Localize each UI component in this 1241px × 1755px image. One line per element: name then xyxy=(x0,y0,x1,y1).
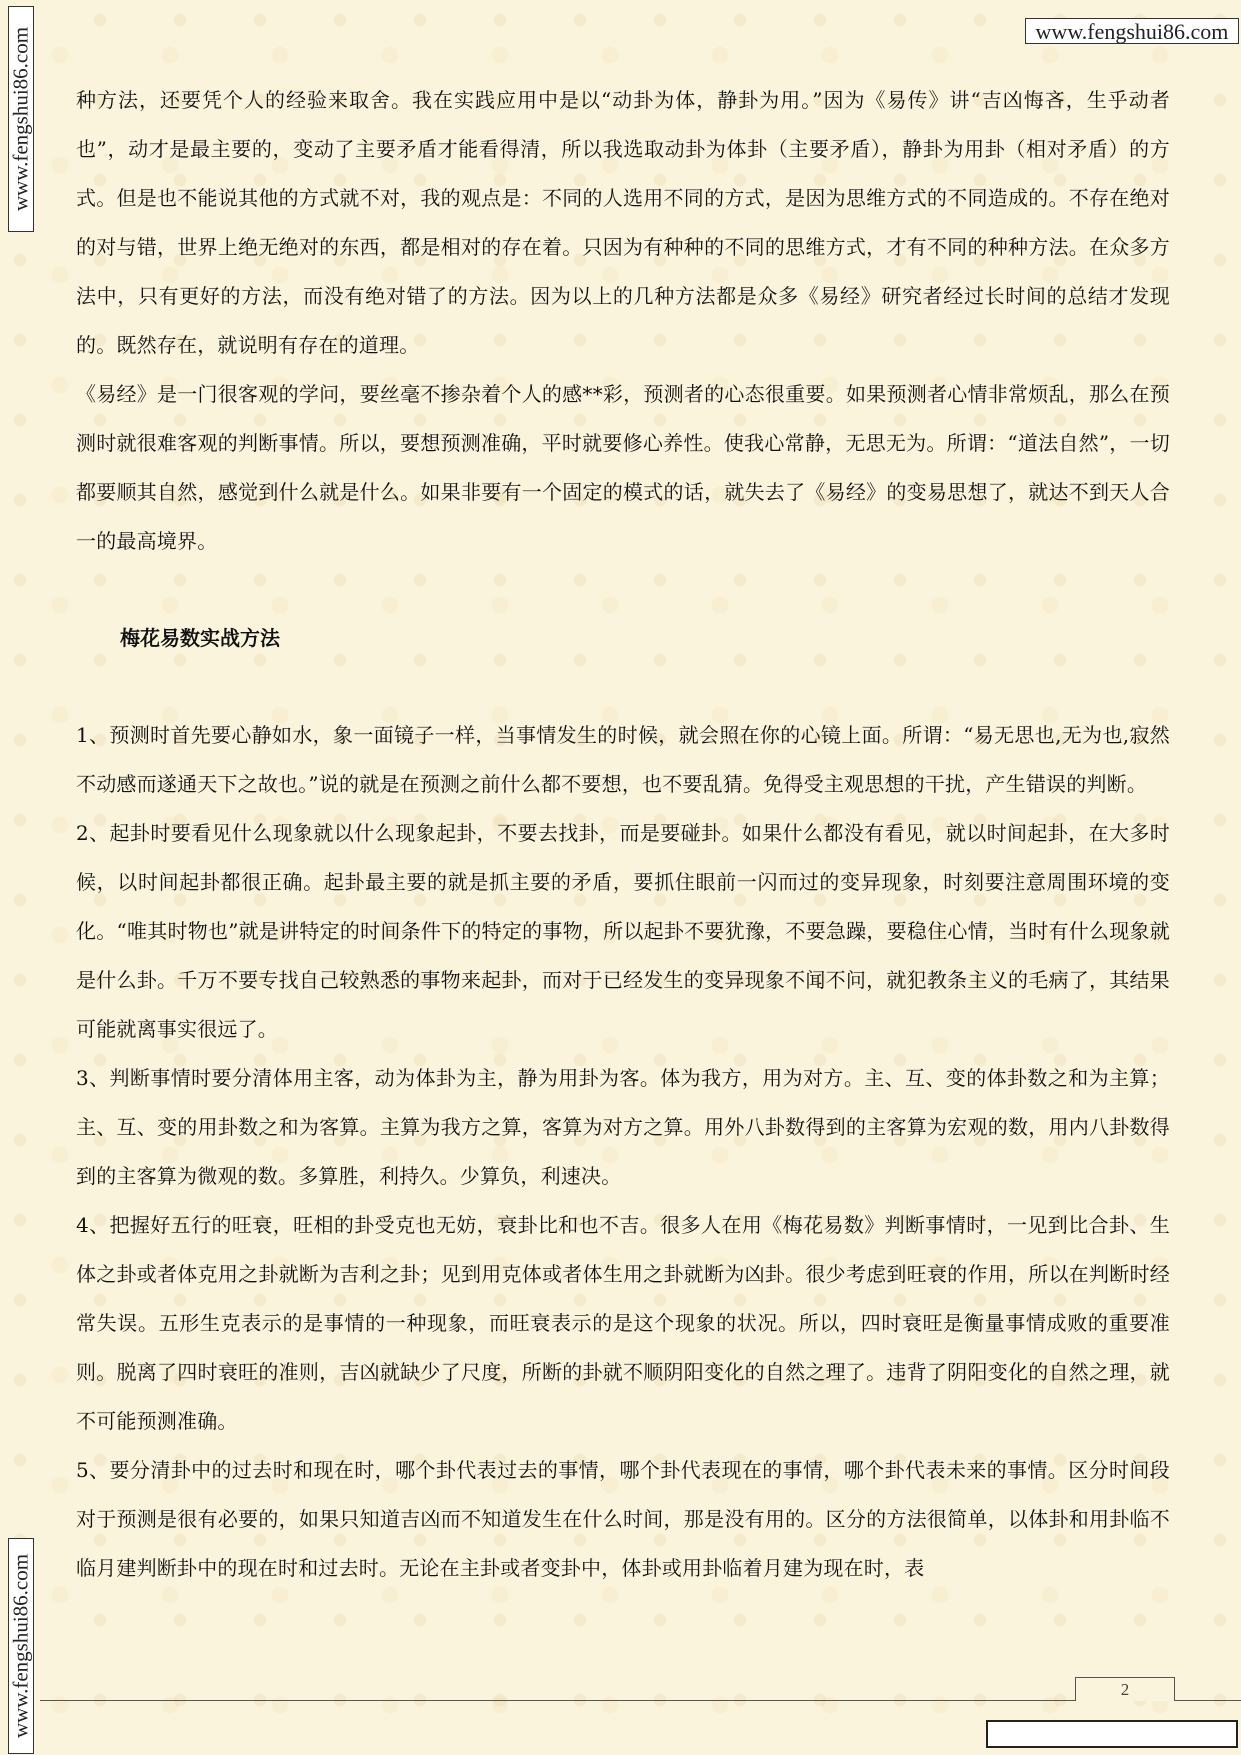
watermark-side-bottom-text: www.fengshui86.com xyxy=(8,1553,33,1739)
paragraph-intro-2: 《易经》是一门很客观的学问，要丝毫不掺杂着个人的感**彩，预测者的心态很重要。如果预测者心情非常烦乱，那么在预测时就很难客观的判断事情。所以，要想预测准确，平时就要修心养性。使我心常静，无思无为。所谓：“道法自然”，一切都要顺其自然，感觉到什么就是什么。如果非要有一个固定的模式的话，就失去了《易经》的变易思想了，就达不到天人合一的最高境界。 xyxy=(76,382,1170,553)
spacer xyxy=(76,663,1170,711)
document-body xyxy=(76,76,1170,1593)
spacer xyxy=(76,566,1170,614)
footer-box xyxy=(986,1720,1238,1748)
watermark-side-top xyxy=(8,6,34,232)
watermark-side-top-text: www.fengshui86.com xyxy=(8,26,33,212)
paragraph-method-5: 5、要分清卦中的过去时和现在时，哪个卦代表过去的事情，哪个卦代表现在的事情，哪个卦代表未来的事情。区分时间段对于预测是很有必要的，如果只知道吉凶而不知道发生在什么时间，那是没有用的。区分的方法很简单，以体卦和用卦临不临月建判断卦中的现在时和过去时。无论在主卦或者变卦中，体卦或用卦临着月建为现在时，表 xyxy=(76,1458,1170,1580)
footer-divider xyxy=(40,1700,1241,1701)
paragraph-intro-1: 种方法，还要凭个人的经验来取舍。我在实践应用中是以“动卦为体，静卦为用。”因为《易传》讲“吉凶悔吝，生乎动者也”，动才是最主要的，变动了主要矛盾才能看得清，所以我选取动卦为体卦（主要矛盾），静卦为用卦（相对矛盾）的方式。但是也不能说其他的方式就不对，我的观点是：不同的人选用不同的方式，是因为思维方式的不同造成的。不存在绝对的对与错，世界上绝无绝对的东西，都是相对的存在着。只因为有种种的不同的思维方式，才有不同的种种方法。在众多方法中，只有更好的方法，而没有绝对错了的方法。因为以上的几种方法都是众多《易经》研究者经过长时间的总结才发现的。既然存在，就说明有存在的道理。 xyxy=(76,88,1170,357)
paragraph-method-2: 2、起卦时要看见什么现象就以什么现象起卦，不要去找卦，而是要碰卦。如果什么都没有看见，就以时间起卦，在大多时候，以时间起卦都很正确。起卦最主要的就是抓主要的矛盾，要抓住眼前一闪而过的变异现象，时刻要注意周围环境的变化。“唯其时物也”就是讲特定的时间条件下的特定的事物，所以起卦不要犹豫，不要急躁，要稳住心情，当时有什么现象就是什么卦。千万不要专找自己较熟悉的事物来起卦，而对于已经发生的变异现象不闻不问，就犯教条主义的毛病了，其结果可能就离事实很远了。 xyxy=(76,821,1170,1041)
watermark-side-bottom xyxy=(8,1538,34,1754)
paragraph-method-3: 3、判断事情时要分清体用主客，动为体卦为主，静为用卦为客。体为我方，用为对方。主、互、变的体卦数之和为主算；主、互、变的用卦数之和为客算。主算为我方之算，客算为对方之算。用外八卦数得到的主客算为宏观的数，用内八卦数得到的主客算为微观的数。多算胜，利持久。少算负，利速决。 xyxy=(76,1066,1170,1188)
page-number: 2 xyxy=(1075,1677,1175,1701)
paragraph-method-4: 4、把握好五行的旺衰，旺相的卦受克也无妨，衰卦比和也不吉。很多人在用《梅花易数》判断事情时，一见到比合卦、生体之卦或者体克用之卦就断为吉利之卦；见到用克体或者体生用之卦就断为凶卦。很少考虑到旺衰的作用，所以在判断时经常失误。五形生克表示的是事情的一种现象，而旺衰表示的是这个现象的状况。所以，四时衰旺是衡量事情成败的重要准则。脱离了四时衰旺的准则，吉凶就缺少了尺度，所断的卦就不顺阴阳变化的自然之理了。违背了阴阳变化的自然之理，就不可能预测准确。 xyxy=(76,1213,1170,1433)
section-title: 梅花易数实战方法 xyxy=(120,626,280,650)
watermark-top: www.fengshui86.com xyxy=(1025,18,1239,44)
paragraph-method-1: 1、预测时首先要心静如水，象一面镜子一样，当事情发生的时候，就会照在你的心镜上面。所谓：“易无思也,无为也,寂然不动感而遂通天下之故也。”说的就是在预测之前什么都不要想，也不要乱猜。免得受主观思想的干扰，产生错误的判断。 xyxy=(76,723,1170,796)
